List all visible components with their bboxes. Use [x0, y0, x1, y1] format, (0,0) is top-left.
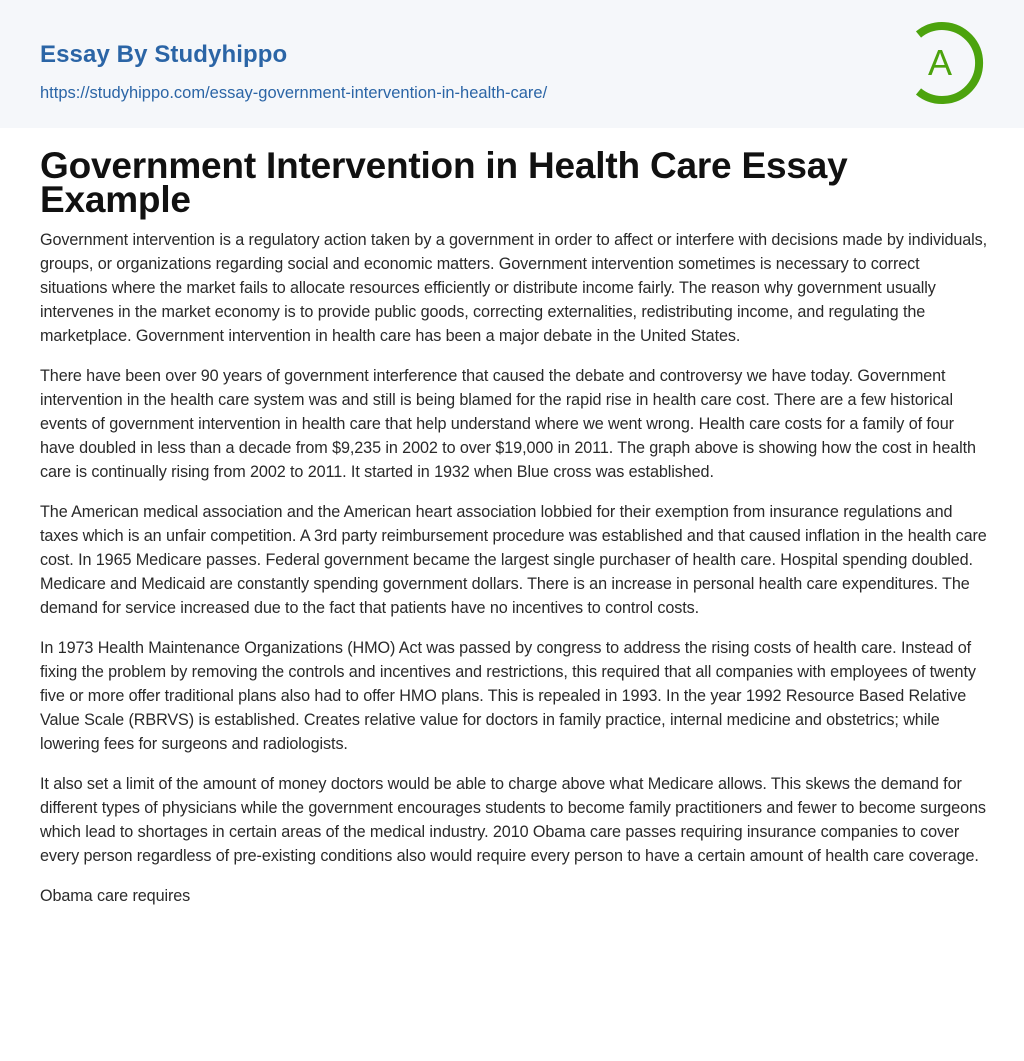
article-body — [40, 228, 990, 924]
brand-title[interactable]: Essay By Studyhippo — [40, 41, 288, 68]
article-title: Government Intervention in Health Care Essay Example — [40, 145, 848, 220]
svg-text:A: A — [927, 42, 953, 83]
page-url-link[interactable]: https://studyhippo.com/essay-government-intervention-in-health-care/ — [40, 84, 548, 102]
paragraph: There have been over 90 years of government interference that caused the debate and controversy we have today. Government intervention in the health care system was and still is being blamed for the rapid rise in health care cost. There are a few historical events of government intervention in health care that help understand where we went wrong. Health care costs for a family of four have doubled in less than a decade from $9,235 in 2002 to over $19,000 in 2011. The graph above is showing how the cost in health care is continually rising from 2002 to 2011. It started in 1932 when Blue cross was established. — [40, 367, 976, 481]
paragraph: It also set a limit of the amount of money doctors would be able to charge above what Medicare allows. This skews the demand for different types of physicians while the government encourages students to become family practitioners and fewer to become surgeons which lead to shortages in certain areas of the medical industry. 2010 Obama care passes requiring insurance companies to cover every person regardless of pre-existing conditions also would require every person to have a certain amount of health care coverage. — [40, 775, 986, 865]
site-header — [0, 0, 1024, 128]
paragraph: Obama care requires — [40, 887, 191, 905]
paragraph: The American medical association and the American heart association lobbied for their exemption from insurance regulations and taxes which is an unfair competition. A 3rd party reimbursement procedure was established and that caused inflation in the health care cost. In 1965 Medicare passes. Federal government became the largest single purchaser of health care. Hospital spending doubled. Medicare and Medicaid are constantly spending government dollars. There is an increase in personal health care expenditures. The demand for service increased due to the fact that patients have no incentives to control costs. — [40, 503, 987, 617]
studyhippo-logo-icon[interactable] — [904, 18, 990, 108]
paragraph: In 1973 Health Maintenance Organizations (HMO) Act was passed by congress to address the rising costs of health care. Instead of fixing the problem by removing the controls and incentives and restrictions, this required that all companies with employees of twenty five or more offer traditional plans also had to offer HMO plans. This is repealed in 1993. In the year 1992 Resource Based Relative Value Scale (RBRVS) is established. Creates relative value for doctors in family practice, internal medicine and obstetrics; while lowering fees for surgeons and radiologists. — [40, 639, 976, 753]
paragraph: Government intervention is a regulatory action taken by a government in order to affect or interfere with decisions made by individuals, groups, or organizations regarding social and economic matters. Government intervention sometimes is necessary to correct situations where the market fails to allocate resources efficiently or distribute income fairly. The reason why government usually intervenes in the market economy is to provide public goods, correcting externalities, redistributing income, and regulating the marketplace. Government intervention in health care has been a major debate in the United States. — [40, 231, 988, 345]
